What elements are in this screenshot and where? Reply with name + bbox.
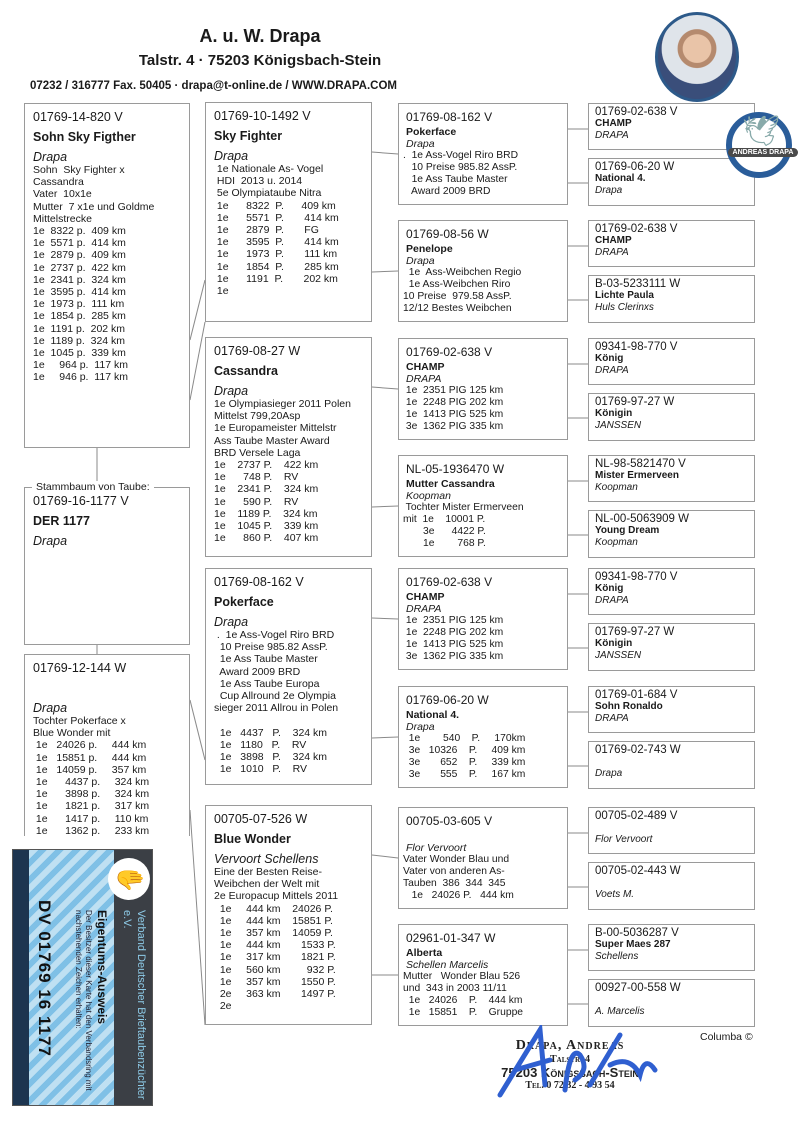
stamp-city: 75203 Königsbach-Stein	[501, 1065, 639, 1080]
connector-line	[372, 387, 398, 389]
ring-number: B-03-5233111 W	[595, 278, 681, 290]
card-title: Eigentums-Ausweis	[95, 910, 109, 1025]
ancestor-box	[588, 338, 755, 385]
ring-number: 00705-02-489 V	[595, 810, 678, 822]
pigeon-name: Sohn Ronaldo	[595, 701, 663, 712]
pigeon-name	[33, 681, 181, 695]
pigeon-name: CHAMP	[406, 361, 445, 373]
breeder: Schellen Marcelis	[406, 959, 489, 971]
breeder: Drapa	[406, 255, 435, 267]
connector-line	[190, 280, 205, 340]
great-grandparent-box	[398, 220, 568, 322]
performance-notes: . 1e Ass-Vogel Riro BRD 10 Preise 985.82 AssP. 1e Ass Taube Master Award 2009 BRD	[403, 150, 519, 197]
ancestor-box	[588, 807, 755, 854]
ring-number: DV 01769 16 1177	[35, 900, 54, 1057]
ring-number: 01769-08-162 V	[406, 110, 493, 124]
ancestor-box	[588, 741, 755, 789]
ancestor-box	[588, 510, 755, 558]
connector-line	[190, 322, 205, 400]
pigeon-name: Königin	[595, 408, 633, 419]
breeder: DRAPA	[595, 713, 629, 724]
ring-number: NL-00-5063909 W	[595, 513, 689, 525]
pigeon-name: Young Dream	[595, 525, 660, 536]
breeder-name: A. u. W. Drapa	[199, 26, 321, 46]
ring-number: 01769-02-638 V	[406, 575, 493, 589]
dove-icon: 🕊	[742, 115, 781, 148]
connector-line	[372, 618, 398, 619]
breeder-contact: 07232 / 316777 Fax. 50405 · drapa@t-online.de / WWW.DRAPA.COM	[30, 80, 397, 92]
ring-number: 01769-06-20 W	[595, 161, 675, 173]
breeder: JANSSEN	[595, 420, 642, 431]
pigeon-name: König	[595, 353, 624, 364]
breeder: Koopman	[406, 490, 451, 502]
stamp-phone: Tel. 0 72 32 - 4 93 54	[525, 1080, 615, 1091]
ring-number: 09341-98-770 V	[595, 341, 678, 353]
connector-line	[372, 737, 398, 738]
breeder: Drapa	[595, 185, 623, 196]
performance-notes: Mutter Wonder Blau 526 und 343 in 2003 11/11 1e 24026 P. 444 km 1e 15851 P. Gruppe	[403, 971, 524, 1018]
pigeon-name: Blue Wonder	[214, 832, 291, 846]
stamp-street: Talstr. 4	[549, 1054, 590, 1065]
pigeon-name	[595, 756, 748, 768]
ring-number: 01769-97-27 W	[595, 396, 675, 408]
ring-number: 01769-14-820 V	[33, 110, 123, 124]
connector-line	[372, 855, 398, 858]
pigeon-name: Sohn Sky Figther	[33, 130, 136, 144]
stammbaum-label: Stammbaum von Taube:	[32, 481, 154, 493]
performance-notes: 1e 540 P. 170km 3e 10326 P. 409 km 3e 652 P. 339 km 3e 555 P. 167 km	[408, 733, 526, 780]
ancestor-box	[588, 568, 755, 615]
ring-number: 01769-97-27 W	[595, 626, 675, 638]
breeder: Flor Vervoort	[595, 834, 653, 845]
hand-with-dove-icon: ✋	[108, 858, 150, 900]
breeder: A. Marcelis	[595, 1006, 645, 1017]
ring-number: 00705-02-443 W	[595, 865, 681, 877]
performance-notes: 1e 2351 PIG 125 km 1e 2248 PIG 202 km 1e 1413 PIG 525 km 3e 1362 PIG 335 km	[405, 385, 504, 432]
connector-line	[372, 271, 398, 272]
grandparent-box	[205, 568, 372, 785]
ring-number: 01769-10-1492 V	[214, 109, 311, 123]
ring-number: 01769-08-56 W	[406, 227, 489, 241]
breeder: Drapa	[33, 701, 68, 715]
great-grandparent-box	[398, 924, 568, 1026]
pigeon-name: Lichte Paula	[595, 290, 654, 301]
ancestor-box	[588, 158, 755, 206]
card-association: Verband Deutscher Brieftaubenzüchter e.V.	[121, 910, 147, 1100]
breeder: DRAPA	[406, 373, 442, 385]
great-grandparent-box	[398, 103, 568, 205]
ring-number: 01769-08-162 V	[214, 575, 304, 589]
ancestor-box	[588, 686, 755, 733]
ring-number: 01769-02-638 V	[595, 106, 678, 118]
pigeon-name: Alberta	[406, 947, 443, 959]
pigeon-name	[595, 822, 748, 834]
card-text: Der Besitzer dieser Karte hat den Verbandsring mit nachstehenden Zeichen erhalten:	[74, 910, 93, 1091]
great-grandparent-box	[398, 807, 568, 909]
performance-notes: 1e 2351 PIG 125 km 1e 2248 PIG 202 km 1e 1413 PIG 525 km 3e 1362 PIG 335 km	[405, 615, 504, 662]
breeder: Drapa	[406, 721, 435, 733]
ancestor-box	[588, 924, 755, 971]
ring-number: 00705-07-526 W	[214, 812, 308, 826]
ring-number: 01769-01-684 V	[595, 689, 678, 701]
pigeon-name: Cassandra	[214, 364, 278, 378]
pigeon-name: CHAMP	[595, 235, 632, 246]
connector-line	[372, 506, 398, 507]
breeder: DRAPA	[595, 595, 629, 606]
pigeon-name: CHAMP	[595, 118, 632, 129]
performance-notes: Sohn Sky Fighter x Cassandra Vater 10x1e Mutter 7 x1e und Goldme Mittelstrecke 1e 8322 p. 409 km 1e 5571 p. 414 km 1e 2879 p. 409 km 1e 2737 p. 422 km 1e 2341 p. 324 km 1e 3595 p. 414 km 1e 1973 p. 111 km 1e 1854 p. 285 km 1e 1191 p. 202 km 1e 1189 p. 324 km 1e 1045 p. 339 km 1e 964 p. 117 km 1e 946 p. 117 km	[33, 164, 155, 384]
breeder: DRAPA	[595, 130, 629, 141]
great-grandparent-box	[398, 455, 568, 557]
ring-number: 09341-98-770 V	[595, 571, 678, 583]
performance-notes: 1e Ass-Weibchen Regio 1e Ass-Weibchen Riro 10 Preise 979.58 AssP. 12/12 Bestes Weibchen	[403, 267, 522, 314]
stamp-name: Drapa, Andreas	[515, 1038, 625, 1053]
performance-notes: 1e Olympiasieger 2011 Polen Mittelst 799,20Asp 1e Europameister Mittelstr Ass Taube Master Award BRD Versele Laga 1e 2737 P. 422 km 1e 748 P. RV 1e 2341 P. 324 km 1e 590 P. RV 1e 1189 P. 324 km 1e 1045 P. 339 km 1e 860 P. 407 km	[214, 398, 351, 545]
ring-number: 02961-01-347 W	[406, 931, 496, 945]
performance-notes: Tochter Pokerface x Blue Wonder mit 1e 24026 p. 444 km 1e 15851 p. 444 km 1e 14059 p. 357 km 1e 4437 p. 324 km 1e 3898 p. 324 km 1e 1821 p. 317 km 1e 1417 p. 110 km 1e 1362 p. 233 km	[33, 715, 150, 836]
ring-number: 01769-02-638 V	[595, 223, 678, 235]
pigeon-name: DER 1177	[33, 514, 90, 528]
breeder: DRAPA	[595, 365, 629, 376]
pigeon-name	[595, 994, 748, 1006]
dam-box	[24, 654, 190, 836]
breeder: Drapa	[214, 384, 249, 398]
ring-number: 00927-00-558 W	[595, 982, 681, 994]
breeder: Voets M.	[595, 889, 635, 900]
pigeon-name: Königin	[595, 638, 633, 649]
breeder: Vervoort Schellens	[214, 852, 319, 866]
card-pattern-strip	[13, 850, 29, 1105]
breeder-photo	[655, 12, 739, 102]
breeder: Koopman	[595, 537, 638, 548]
ancestor-box	[588, 979, 755, 1027]
pigeon-name: National 4.	[406, 709, 460, 721]
ring-number: 01769-08-27 W	[214, 344, 301, 358]
pigeon-name: Penelope	[406, 243, 453, 255]
ancestor-box	[588, 393, 755, 441]
performance-notes: Vater Wonder Blau und Vater von anderen As- Tauben 386 344 345 1e 24026 P. 444 km	[403, 854, 514, 901]
connector-line	[190, 700, 205, 760]
breeder: Drapa	[214, 149, 249, 163]
grandparent-box	[205, 102, 372, 322]
pigeon-name: National 4.	[595, 173, 646, 184]
ancestor-box	[588, 275, 755, 323]
breeder: Drapa	[214, 615, 249, 629]
pigeon-name	[406, 830, 561, 842]
breeder: DRAPA	[406, 603, 442, 615]
breeder: Drapa	[595, 768, 623, 779]
ring-number: 01769-16-1177 V	[33, 494, 129, 508]
pigeon-name: König	[595, 583, 624, 594]
great-grandparent-box	[398, 568, 568, 670]
performance-notes: Tochter Mister Ermerveen mit 1e 10001 P. 3e 4422 P. 1e 768 P.	[403, 502, 524, 549]
breeder: Drapa	[33, 150, 68, 164]
copyright: Columba ©	[700, 1031, 753, 1043]
pigeon-name	[595, 877, 748, 889]
ring-number: 01769-06-20 W	[406, 693, 489, 707]
ancestor-box	[588, 220, 755, 267]
sire-box	[24, 103, 190, 448]
pigeon-name: Sky Fighter	[214, 129, 283, 143]
ancestor-box	[588, 862, 755, 910]
ring-number: B-00-5036287 V	[595, 927, 679, 939]
ring-number: NL-05-1936470 W	[406, 462, 505, 476]
great-grandparent-box	[398, 338, 568, 440]
grandparent-box	[205, 337, 372, 557]
breeder-address: Talstr. 4 · 75203 Königsbach-Stein	[138, 52, 382, 69]
grandparent-box	[205, 805, 372, 1025]
pigeon-name: CHAMP	[406, 591, 445, 603]
ring-number: NL-98-5821470 V	[595, 458, 686, 470]
performance-notes: . 1e Ass-Vogel Riro BRD 10 Preise 985.82 AssP. 1e Ass Taube Master Award 2009 BRD 1e Ass Taube Europa Cup Allround 2e Olympia sieger 2011 Allrou in Polen 1e 4437 P. 324 km 1e 1180 P. RV 1e 3898 P. 324 km 1e 1010 P. RV	[214, 629, 339, 776]
breeder: Huls Clerinxs	[595, 302, 654, 313]
ring-number: 01769-02-638 V	[406, 345, 493, 359]
breeder: Schellens	[595, 951, 639, 962]
breeder: Drapa	[33, 534, 68, 548]
breeder: Flor Vervoort	[406, 842, 467, 854]
pigeon-name: Pokerface	[406, 126, 457, 138]
subject-box	[24, 487, 190, 645]
performance-notes: 1e Nationale As- Vogel HDI 2013 u. 2014 5e Olympiataube Nitra 1e 8322 P. 409 km 1e 5571 P. 414 km 1e 2879 P. FG 1e 3595 P. 414 km 1e 1973 P. 111 km 1e 1854 P. 285 km 1e 1191 P. 202 km 1e	[216, 163, 339, 298]
ancestor-box	[588, 455, 755, 502]
andreas-drapa-logo	[726, 112, 792, 178]
breeder: JANSSEN	[595, 650, 642, 661]
pigeon-name: Super Maes 287	[595, 939, 671, 950]
pigeon-name: Mister Ermerveen	[595, 470, 679, 481]
pigeon-name: Pokerface	[214, 595, 274, 609]
logo-text: ANDREAS DRAPA	[728, 148, 798, 157]
ancestor-box	[588, 623, 755, 671]
pigeon-name: Mutter Cassandra	[406, 478, 495, 490]
ring-number: 01769-02-743 W	[595, 744, 681, 756]
ring-number: 00705-03-605 V	[406, 814, 493, 828]
breeder: Drapa	[406, 138, 435, 150]
great-grandparent-box	[398, 686, 568, 788]
connector-line	[372, 152, 398, 154]
connector-line	[190, 810, 205, 1025]
breeder: DRAPA	[595, 247, 629, 258]
breeder: Koopman	[595, 482, 638, 493]
signature	[470, 1025, 670, 1105]
ring-ownership-card	[12, 849, 153, 1106]
performance-notes: Eine der Besten Reise- Weibchen der Welt mit 2e Europacup Mittels 2011 1e 444 km 24026 P. 1e 444 km 15851 P. 1e 357 km 14059 P. 1e 444 km 1533 P. 1e 317 km 1821 P. 1e 560 km 932 P. 1e 357 km 1550 P. 2e 363 km 1497 P. 2e	[214, 866, 339, 1013]
ring-number: 01769-12-144 W	[33, 661, 127, 675]
